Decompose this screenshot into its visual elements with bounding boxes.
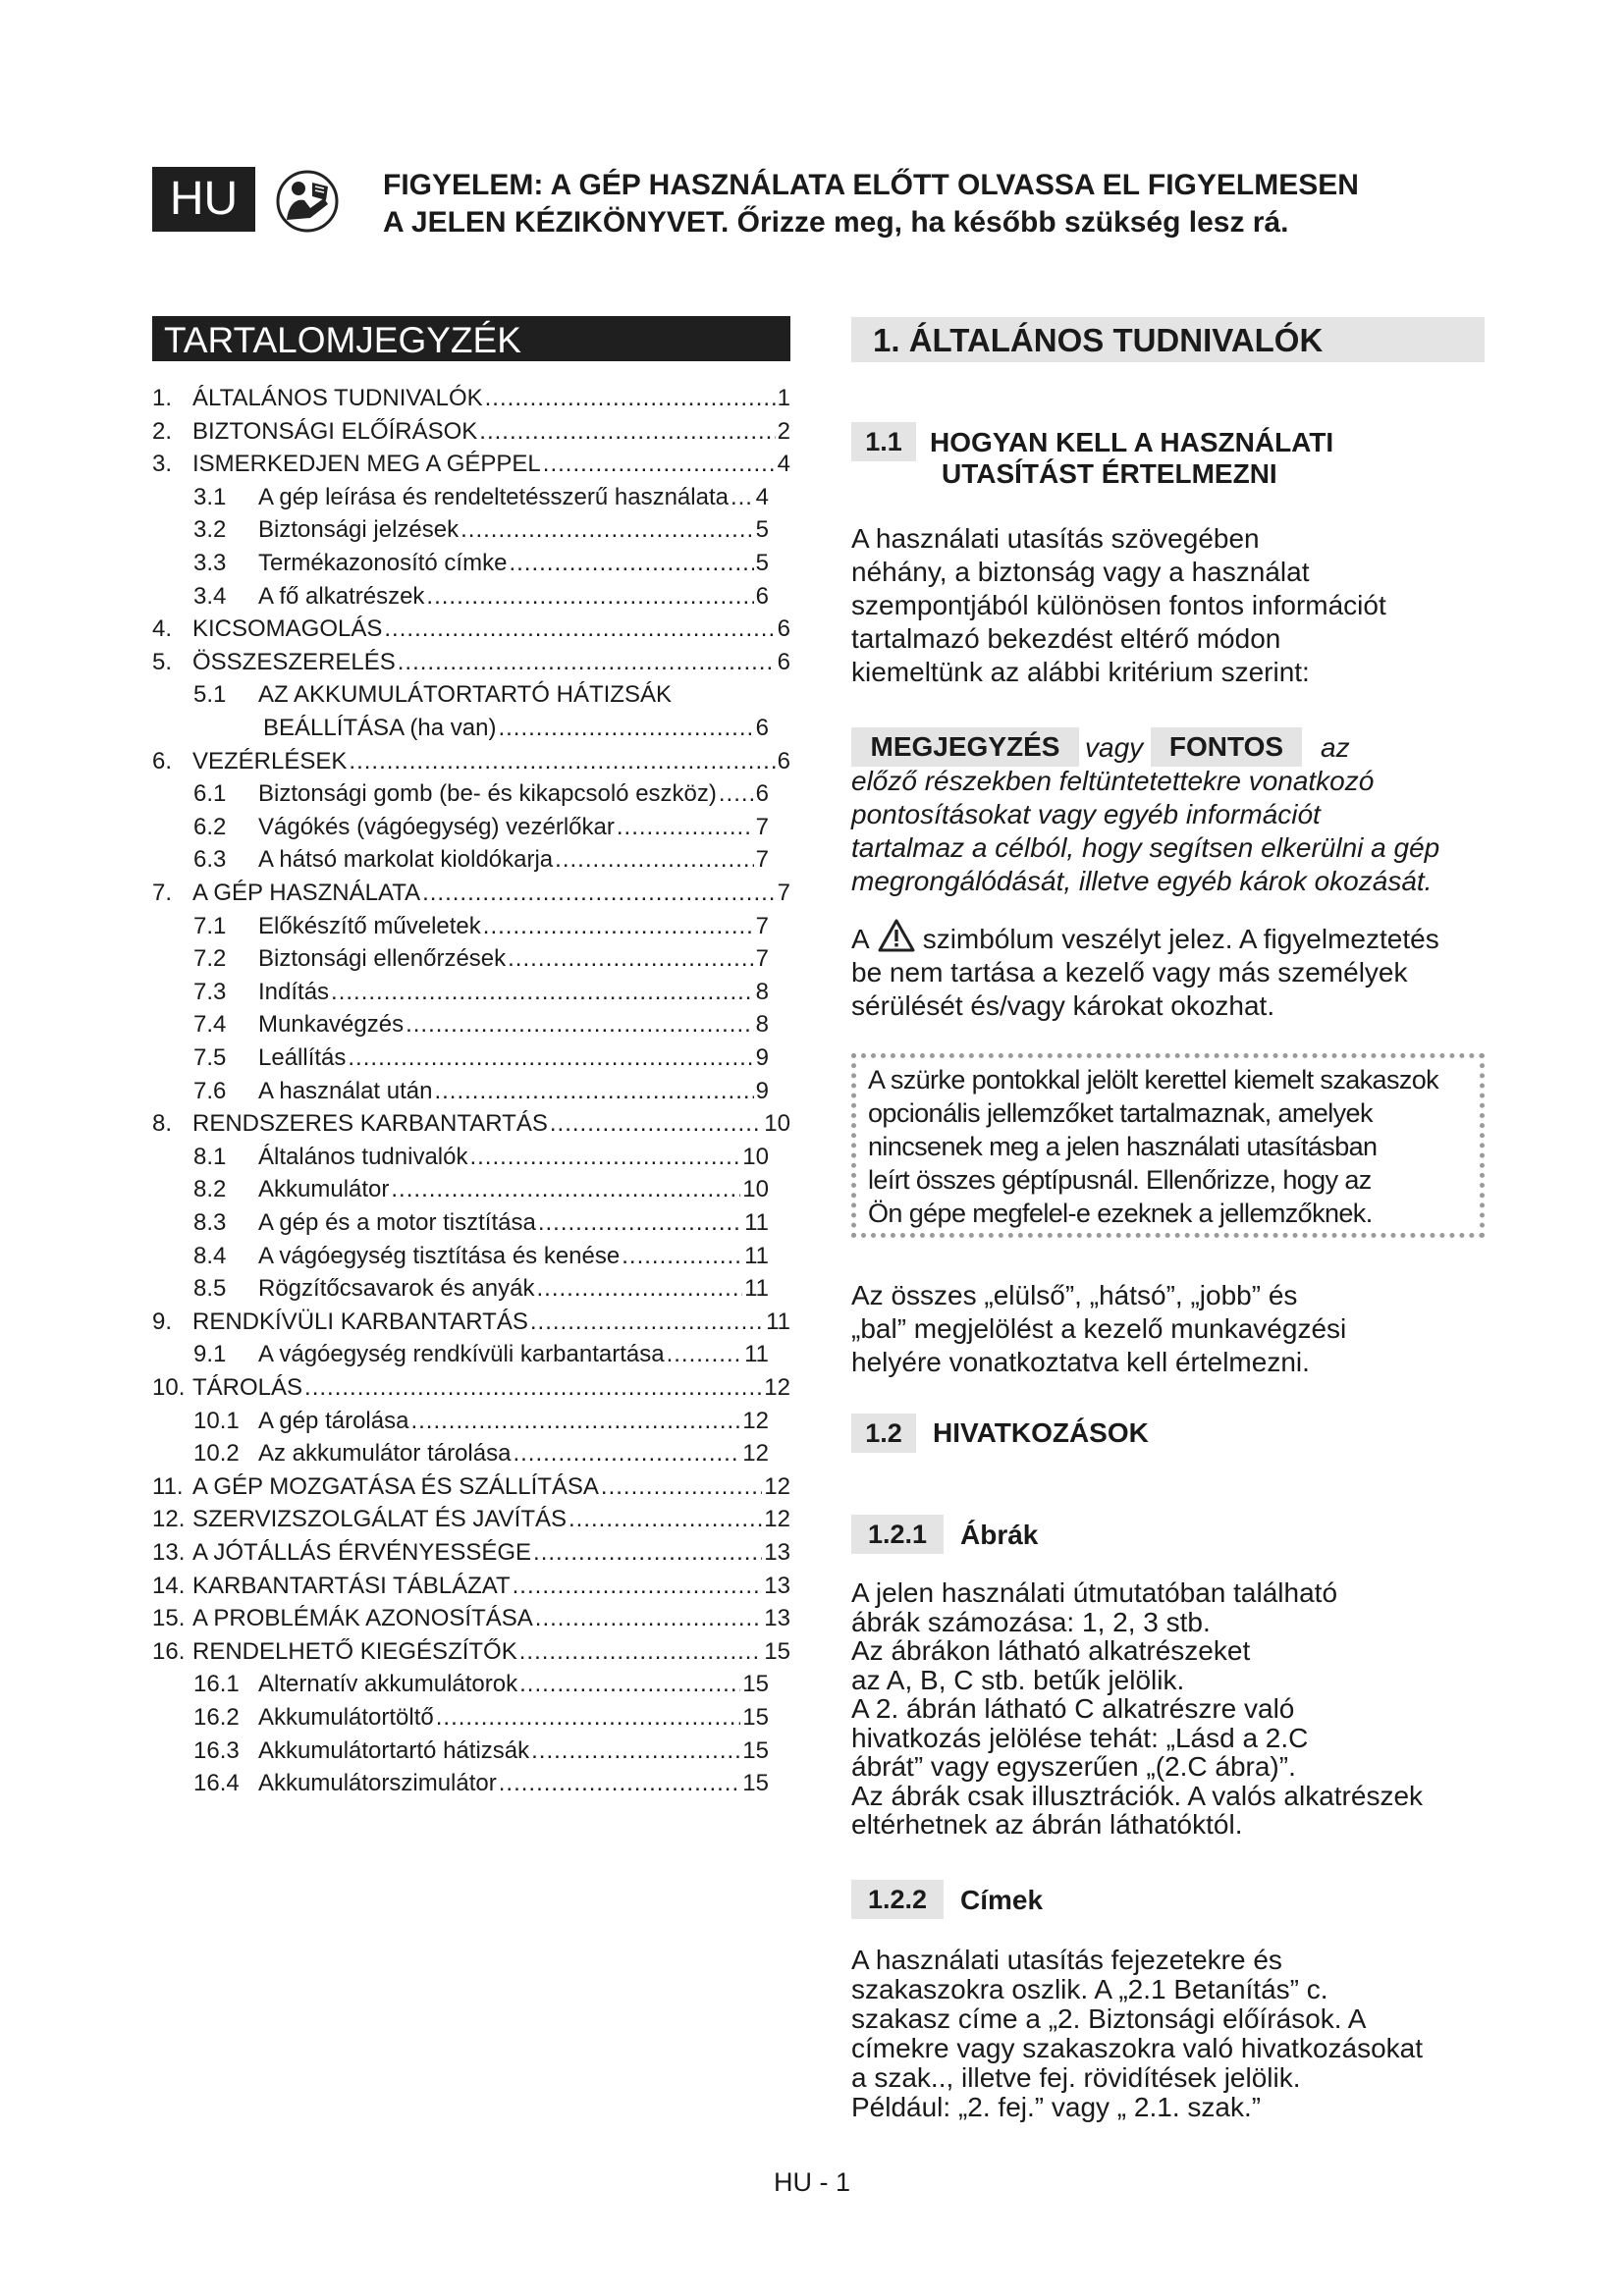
subsection-number: 1.2 [851,1414,916,1453]
toc-entry-title: Biztonsági gomb (be- és kikapcsoló eszköz) [258,780,717,808]
toc-leader-dots [406,1008,754,1041]
intro-line: néhány, a biztonság vagy a használat [851,557,1310,587]
toc-entry-number: 6. [152,747,173,774]
toc-entry-number: 16.3 [193,1736,240,1764]
toc-entry [152,415,790,449]
toc-entry-title: A JÓTÁLLÁS ÉRVÉNYESSÉGE [192,1539,532,1566]
toc-entry [152,1075,769,1108]
box-line: Ön gépe megfelel-e ezeknek a jellemzőknek. [868,1199,1373,1228]
titles-line: szakaszokra oszlik. A „2.1 Betanítás” c. [851,1974,1328,2004]
toc-entry-number: 7.2 [193,945,227,973]
toc-entry [152,1173,769,1206]
toc-entry-number: 3.1 [193,483,227,510]
toc-entry [152,448,790,481]
toc-entry-page: 11 [744,1209,769,1236]
toc-entry-title: KARBANTARTÁSI TÁBLÁZAT [192,1572,511,1599]
toc-entry-title: Általános tudnivalók [258,1143,468,1170]
toc-entry-page: 7 [777,880,790,906]
warning-line: be nem tartása a kezelő vagy más személyek [851,957,1408,988]
toc-entry [152,942,769,976]
toc-entry-title: BIZTONSÁGI ELŐÍRÁSOK [192,417,478,445]
toc-entry-number: 1. [152,385,173,411]
toc-entry-number: 4. [152,615,173,643]
toc-leader-dots [485,382,776,415]
toc-entry [152,1470,790,1504]
toc-entry [152,1141,769,1174]
warning-paragraph [851,919,1489,1023]
titles-line: A használati utasítás fejezetekre és [851,1945,1282,1975]
toc-entry-number: 7.5 [193,1044,227,1071]
toc-leader-dots [331,976,754,1009]
toc-leader-dots [436,1701,741,1735]
toc-entry [152,382,790,415]
figures-line: A jelen használati útmutatóban található [851,1577,1338,1608]
toc-entry-title: A használat után [258,1077,433,1104]
toc-entry-title: KICSOMAGOLÁS [192,615,383,643]
toc-entry-number: 10.1 [193,1407,240,1434]
language-badge: HU [152,167,255,232]
toc-leader-dots [550,1107,762,1141]
toc-entry-page: 15 [764,1637,790,1665]
toc-entry [152,481,769,514]
toc-leader-dots [384,613,775,646]
toc-entry [152,712,769,745]
toc-leader-dots [667,1338,742,1371]
toc-entry [152,1240,769,1273]
warning-line: sérülését és/vagy károkat okozhat. [851,990,1275,1021]
toc-leader-dots [348,1041,753,1075]
toc-entry-number: 6.2 [193,813,227,840]
toc-entry-page: 15 [742,1704,769,1731]
toc-entry-title: Termékazonosító címke [258,550,508,576]
intro-line: kiemeltünk az alábbi kritérium szerint: [851,657,1310,687]
optional-features-box [851,1053,1485,1238]
toc-entry-title: Alternatív akkumulátorok [258,1671,518,1698]
toc-entry-page: 5 [755,550,769,576]
toc-entry [152,877,790,910]
toc-entry-number: 13. [152,1539,186,1566]
toc-entry-title: A gép tárolása [258,1407,409,1434]
important-label: FONTOS [1151,727,1302,767]
figures-paragraph [851,1578,1489,1840]
read-manual-icon [275,169,340,234]
toc-entry-number: 5.1 [193,681,227,709]
subsection-title: HIVATKOZÁSOK [933,1417,1149,1448]
titles-line: címekre vagy szakaszokra való hivatkozásokat [851,2033,1424,2063]
toc-entry [152,580,769,614]
toc-leader-dots [422,877,776,910]
toc-entry [152,1272,769,1306]
toc-entry-title: RENDSZERES KARBANTARTÁS [192,1110,548,1138]
toc-entry-page: 10 [742,1176,769,1203]
toc-entry-title: Leállítás [258,1044,347,1071]
toc-leader-dots [426,580,753,614]
toc-entry-title: A gép leírása és rendeltetésszerű használata [258,483,729,510]
toc-entry-page: 6 [777,648,790,675]
toc-entry-title: RENDKÍVÜLI KARBANTARTÁS [192,1308,528,1335]
toc-entry-number: 8.4 [193,1242,227,1269]
toc-leader-dots [622,1240,742,1273]
toc-leader-dots [731,481,754,514]
directions-line: „bal” megjelölést a kezelő munkavégzési [851,1313,1347,1344]
directions-line: helyére vonatkoztatva kell értelmezni. [851,1347,1310,1377]
toc-entry-title: RENDELHETŐ KIEGÉSZÍTŐK [192,1637,517,1665]
toc-entry-title: Indítás [258,978,330,1005]
toc-entry-number: 8.5 [193,1275,227,1303]
toc-entry-page: 4 [777,451,790,478]
toc-leader-dots [601,1470,762,1504]
box-line: nincsenek meg a jelen használati utasításban [868,1132,1378,1161]
toc-entry [152,910,769,943]
toc-entry-page: 10 [764,1110,790,1138]
toc-entry [152,1735,769,1768]
intro-line: A használati utasítás szövegében [851,523,1260,554]
toc-entry-number: 5. [152,648,173,675]
toc-entry-title: Vágókés (vágóegység) vezérlőkar [258,813,615,840]
toc-entry-page: 7 [755,945,769,973]
titles-line: a szak.., illetve fej. rövidítések jelölik. [851,2062,1301,2093]
toc-entry-title: Rögzítőcsavarok és anyák [258,1275,535,1303]
page-number: HU - 1 [773,2167,850,2197]
toc-leader-dots [513,1437,740,1470]
intro-paragraph [851,522,1485,689]
toc-entry-number: 10. [152,1374,186,1401]
toc-entry [152,1602,790,1635]
toc-entry-title: BEÁLLÍTÁSA (ha van) [263,715,497,741]
toc-entry-number: 7. [152,880,173,906]
toc-entry-title: VEZÉRLÉSEK [192,747,348,774]
figures-line: az A, B, C stb. betűk jelölik. [851,1664,1185,1695]
note-label: MEGJEGYZÉS [851,727,1079,767]
toc-entry-number: 7.1 [193,912,227,939]
toc-entry [152,811,769,844]
toc-entry-number: 8.3 [193,1209,227,1236]
figures-line: Az ábrák csak illusztrációk. A valós alkatrészek [851,1780,1424,1811]
toc-entry [152,1041,769,1075]
toc-entry [152,678,769,712]
toc-leader-dots [519,1668,740,1701]
toc-entry [152,1701,769,1735]
toc-entry-number: 3.3 [193,550,227,576]
toc-entry-title: TÁROLÁS [192,1374,303,1401]
toc-entry-number: 11. [152,1472,184,1500]
toc-entry [152,1008,769,1041]
toc-entry-title: A GÉP HASZNÁLATA [192,880,421,906]
toc-entry-number: 16.1 [193,1671,240,1698]
toc-leader-dots [531,1735,740,1768]
toc-entry-title: Biztonsági jelzések [258,516,460,544]
figures-line: ábrák számozása: 1, 2, 3 stb. [851,1606,1211,1637]
toc-title: TARTALOMJEGYZÉK [152,316,790,361]
toc-entry [152,1371,790,1405]
toc-entry-page: 6 [755,715,769,741]
toc-entry-title: ÖSSZESZERELÉS [192,648,396,675]
toc-entry-title: A GÉP MOZGATÁSA ÉS SZÁLLÍTÁSA [192,1472,599,1500]
toc-leader-dots [509,547,753,580]
toc-entry [152,547,769,580]
section-title: 1. ÁLTALÁNOS TUDNIVALÓK [851,317,1485,362]
toc-leader-dots [543,448,776,481]
toc-leader-dots [719,777,754,811]
toc-leader-dots [410,1405,740,1438]
toc-entry [152,976,769,1009]
figures-line: eltérhetnek az ábrán láthatóktól. [851,1809,1243,1840]
toc-entry-page: 11 [766,1308,790,1335]
toc-entry [152,1405,769,1438]
toc-entry [152,1437,769,1470]
titles-line: szakasz címe a „2. Biztonsági előírások. A [851,2003,1367,2034]
toc-entry-title: SZERVIZSZOLGÁLAT ÉS JAVÍTÁS [192,1506,567,1533]
toc-leader-dots [304,1371,762,1405]
toc-entry-page: 5 [755,516,769,544]
subsection-number: 1.2.1 [851,1515,944,1554]
note-line: előző részekben feltüntetettekre vonatkozó [851,766,1375,796]
toc-entry-page: 6 [755,582,769,610]
subsection-title: Ábrák [960,1520,1039,1550]
directions-paragraph [851,1279,1485,1379]
subsection-title [930,427,1333,490]
toc-entry-page: 13 [764,1605,790,1632]
toc-entry-title: Munkavégzés [258,1011,405,1039]
toc-entry-page: 6 [755,780,769,808]
toc-entry-title: Biztonsági ellenőrzések [258,945,507,973]
note-az: az [1321,732,1350,763]
toc-entry-page: 8 [755,1011,769,1039]
intro-line: tartalmazó bekezdést eltérő módon [851,623,1281,654]
toc-leader-dots [617,811,754,844]
note-line: pontosításokat vagy egyéb információt [851,799,1321,829]
toc-entry-page: 13 [764,1539,790,1566]
note-text [851,765,1489,898]
subsection-number: 1.1 [851,422,916,461]
toc-entry-page: 7 [755,846,769,874]
toc-leader-dots [568,1503,762,1536]
toc-entry-page: 11 [744,1341,769,1368]
toc-entry-number: 10.2 [193,1440,240,1468]
directions-line: Az összes „elülső”, „hátsó”, „jobb” és [851,1280,1298,1310]
toc-leader-dots [498,712,753,745]
toc-entry-page: 9 [755,1044,769,1071]
toc-entry-number: 3.4 [193,582,227,610]
toc-entry-number: 7.3 [193,978,227,1005]
toc-entry [152,1767,769,1800]
figures-line: ábrát” vagy egyszerűen „(2.C ábra)”. [851,1751,1296,1782]
box-line: opcionális jellemzőket tartalmaznak, amelyek [868,1098,1373,1128]
box-line: leírt összes géptípusnál. Ellenőrizze, hogy az [868,1165,1372,1195]
toc-entry-number: 3.2 [193,516,227,544]
toc-entry-number: 15. [152,1605,186,1632]
toc-leader-dots [535,1602,763,1635]
toc-entry [152,745,790,778]
toc-entry-number: 16. [152,1637,186,1665]
toc-entry [152,513,769,547]
toc-entry-page: 2 [777,417,790,445]
toc-leader-dots [349,745,775,778]
titles-paragraph [851,1946,1489,2122]
toc-leader-dots [519,1635,763,1669]
toc-entry-title: Akkumulátortartó hátizsák [258,1736,530,1764]
toc-entry-page: 6 [777,747,790,774]
intro-line: szempontjából különösen fontos információt [851,590,1386,620]
toc-entry-title: A vágóegység rendkívüli karbantartása [258,1341,665,1368]
warning-triangle-icon [878,919,915,952]
toc-leader-dots [434,1075,753,1108]
safety-warning-line2: A JELEN KÉZIKÖNYVET. Őrizze meg, ha később szükség lesz rá. [383,206,1289,239]
toc-entry-number: 16.2 [193,1704,240,1731]
toc-entry-title: Előkészítő műveletek [258,912,481,939]
toc-entry-page: 12 [742,1440,769,1468]
toc-entry [152,1536,790,1570]
toc-leader-dots [513,1570,763,1603]
toc-leader-dots [508,942,754,976]
toc-entry-page: 15 [742,1770,769,1797]
toc-entry-page: 13 [764,1572,790,1599]
toc-entry-page: 1 [777,385,790,411]
toc-entry [152,1570,790,1603]
note-line: tartalmaz a célból, hogy segítsen elkerülni a gép [851,832,1440,863]
toc-leader-dots [460,513,754,547]
toc-entry-page: 12 [742,1407,769,1434]
toc-entry-page: 11 [744,1242,769,1269]
toc-entry-number: 6.1 [193,780,227,808]
figures-line: A 2. ábrán látható C alkatrészre való [851,1693,1295,1724]
warning-line1: szimbólum veszélyt jelez. A figyelmeztetés [922,924,1439,954]
figures-line: Az ábrákon látható alkatrészeket [851,1635,1251,1666]
toc-entry-page: 9 [755,1077,769,1104]
toc-entry [152,1107,790,1141]
toc-entry-number: 9. [152,1308,173,1335]
toc-entry-number: 16.4 [193,1770,240,1797]
toc-entry-page: 8 [755,978,769,1005]
safety-warning-line1: FIGYELEM: A GÉP HASZNÁLATA ELŐTT OLVASSA EL FIGYELMESEN [383,169,1359,201]
toc-entry-page: 12 [764,1506,790,1533]
toc-entry-title: A vágóegység tisztítása és kenése [258,1242,621,1269]
subsection-title-line2: UTASÍTÁST ÉRTELMEZNI [942,458,1277,489]
toc-leader-dots [398,646,776,679]
toc-leader-dots [536,1272,742,1306]
warning-a: A [851,924,869,954]
toc-leader-dots [391,1173,740,1206]
toc-leader-dots [483,910,754,943]
toc-entry-page: 7 [755,912,769,939]
toc-entry [152,1338,769,1371]
toc-entry-page: 10 [742,1143,769,1170]
toc-entry [152,777,769,811]
toc-entry-number: 3. [152,451,173,478]
subsection-number: 1.2.2 [851,1880,944,1919]
note-or: vagy [1085,732,1144,763]
toc-entry-number: 6.3 [193,846,227,874]
toc-leader-dots [538,1206,742,1240]
toc-entry [152,646,790,679]
toc-entry-title: A PROBLÉMÁK AZONOSÍTÁSA [192,1605,533,1632]
toc-entry-page: 6 [777,615,790,643]
toc-entry-title: ÁLTALÁNOS TUDNIVALÓK [192,385,483,411]
toc-entry [152,613,790,646]
toc-entry-number: 8.2 [193,1176,227,1203]
toc-entry-number: 8. [152,1110,173,1138]
toc-entry [152,1635,790,1669]
toc-entry-number: 14. [152,1572,186,1599]
toc-entry-number: 7.6 [193,1077,227,1104]
toc-entry [152,1206,769,1240]
toc-entry-number: 12. [152,1506,186,1533]
toc-entry-title: Az akkumulátor tárolása [258,1440,512,1468]
toc-leader-dots [533,1536,762,1570]
toc-leader-dots [479,415,775,449]
safety-warning [383,167,1483,241]
toc-entry-title: Akkumulátor [258,1176,390,1203]
subsection-title-line1: HOGYAN KELL A HASZNÁLATI [930,427,1334,457]
toc-entry-page: 4 [755,483,769,510]
toc-leader-dots [555,843,753,877]
toc-entry-number: 2. [152,417,173,445]
toc-entry-title: Akkumulátorszimulátor [258,1770,497,1797]
toc-leader-dots [499,1767,741,1800]
toc-entry-number: 7.4 [193,1011,227,1039]
figures-line: hivatkozás jelölése tehát: „Lásd a 2.C [851,1722,1309,1753]
toc-entry-title: AZ AKKUMULÁTORTARTÓ HÁTIZSÁK [258,681,672,709]
toc-entry [152,1668,769,1701]
toc-leader-dots [469,1141,740,1174]
subsection-title: Címek [960,1885,1044,1915]
titles-line: Például: „2. fej.” vagy „ 2.1. szak.” [851,2092,1262,2122]
toc-leader-dots [530,1306,764,1339]
toc-entry-page: 12 [764,1472,790,1500]
toc-entry-title: A fő alkatrészek [258,582,425,610]
toc-entry-page: 15 [742,1671,769,1698]
toc-entry-number: 8.1 [193,1143,227,1170]
toc-entry-title: Akkumulátortöltő [258,1704,434,1731]
toc-entry [152,1306,790,1339]
toc-entry-page: 11 [744,1275,769,1303]
toc-entry-page: 12 [764,1374,790,1401]
toc-entry [152,843,769,877]
toc-entry-number: 9.1 [193,1341,227,1368]
toc-entry-title: A hátsó markolat kioldókarja [258,846,554,874]
note-line: megrongálódását, illetve egyéb károk okozását. [851,866,1433,896]
toc-entry [152,1503,790,1536]
toc-entry-page: 7 [755,813,769,840]
toc-entry-title: ISMERKEDJEN MEG A GÉPPEL [192,451,541,478]
toc-entry-title: A gép és a motor tisztítása [258,1209,536,1236]
box-line: A szürke pontokkal jelölt kerettel kiemelt szakaszok [868,1065,1439,1095]
toc-entry-page: 15 [742,1736,769,1764]
